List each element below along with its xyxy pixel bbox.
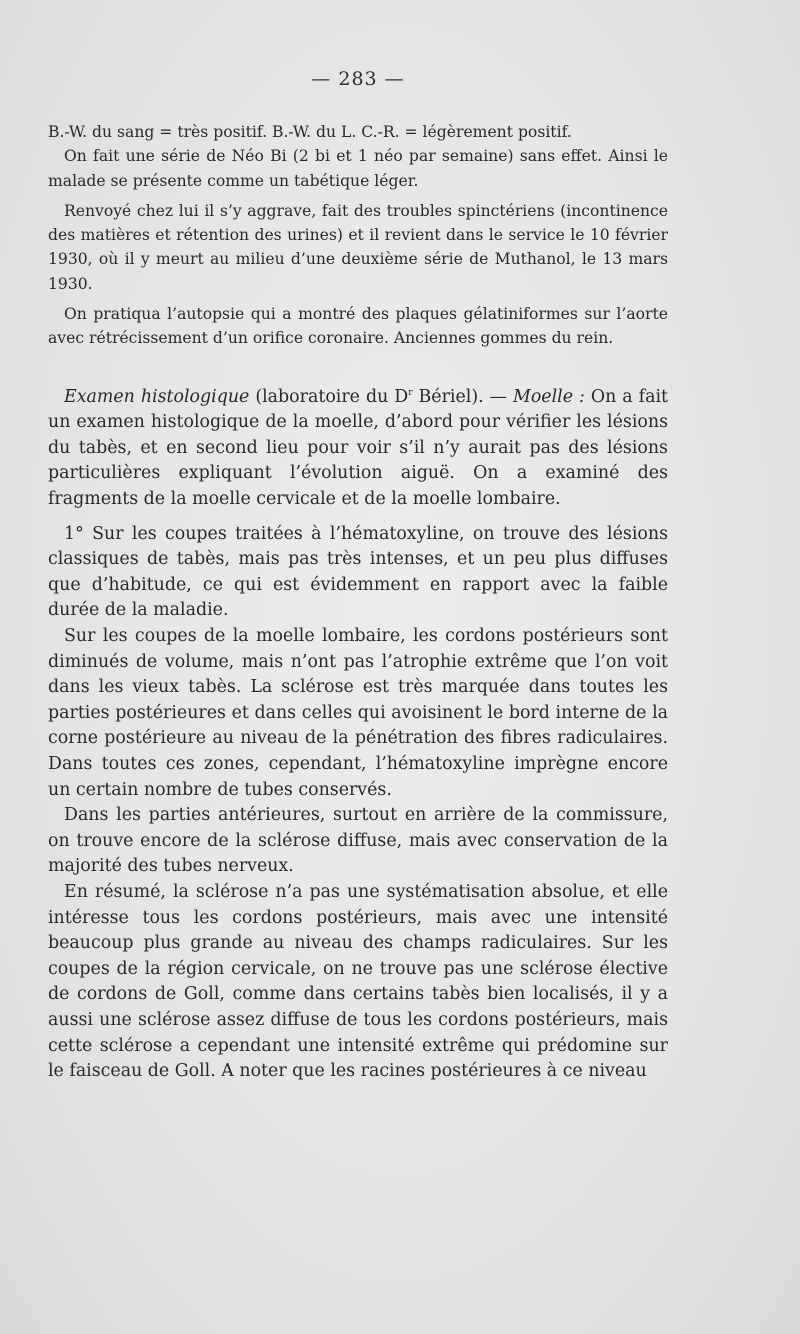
histology-intro-text: On a fait un examen histologique de la moelle, d’abord pour vérifier les lésions du tabès, et en second lieu pour voir s’il n’y aurait pas des lésions particulières expliquant l’évolution aiguë. On a examiné des fragments de la moelle cervicale et de la moelle lombaire. [48,386,669,510]
case-paragraph-3: Renvoyé chez lui il s’y aggrave, fait des troubles spinctériens (incontinence des matières et rétention des urines) et il revient dans le service le 10 février 1930, où il y meurt au milieu d’une deuxième série de Muthanol, le 13 mars 1930. [48,201,668,293]
moelle-label: Moelle : [513,386,585,407]
case-history [48,120,668,351]
lab-superscript: r [408,387,413,398]
body-paragraph-1: 1° Sur les coupes traitées à l’hématoxyline, on trouve des lésions classiques de tabès, mais pas très intenses, et un peu plus diffuses que d’habitude, ce qui est évidemment en rapport avec la faible durée de la maladie. [48,523,668,621]
body-paragraph-2: Sur les coupes de la moelle lombaire, les cordons postérieurs sont diminués de volume, mais n’ont pas l’atrophie extrême que l’on voit dans les vieux tabès. La sclérose est très marquée dans toutes les parties postérieures et dans celles qui avoisinent le bord interne de la corne postérieure au niveau de la pénétration des fibres radiculaires. Dans toutes ces zones, cependant, l’hématoxyline imprègne encore un certain nombre de tubes conservés. [48,626,668,800]
page-number: — 283 — [311,68,405,90]
lab-prefix: (laboratoire du D [249,386,409,407]
section-title: Examen histologique [64,386,250,407]
body-paragraph-3: Dans les parties antérieures, surtout en arrière de la commissure, on trouve encore de la sclérose diffuse, mais avec conservation de la majorité des tubes nerveux. [48,805,668,877]
lab-suffix: Bériel). — [412,386,514,407]
histology-intro-paragraph [48,385,668,513]
case-paragraph-2: On fait une série de Néo Bi (2 bi et 1 néo par semaine) sans effet. Ainsi le malade se présente comme un tabétique léger. [48,147,668,190]
case-paragraph-4: On pratiqua l’autopsie qui a montré des plaques gélatiniformes sur l’aorte avec rétrécissement d’un orifice coronaire. Anciennes gommes du rein. [48,305,668,348]
histology-section [48,385,668,1085]
body-paragraph-4: En résumé, la sclérose n’a pas une systématisation absolue, et elle intéresse tous les cordons postérieurs, mais avec une intensité beaucoup plus grande au niveau des champs radiculaires. Sur les coupes de la région cervicale, on ne trouve pas une sclérose élective de cordons de Goll, comme dans certains tabès bien localisés, il y a aussi une sclérose assez diffuse de tous les cordons postérieurs, mais cette sclérose a cependant une intensité extrême qui prédomine sur le faisceau de Goll. A noter que les racines postérieures à ce niveau [48,881,668,1082]
document-page [48,68,668,1085]
case-paragraph-1: B.-W. du sang = très positif. B.-W. du L. C.-R. = légèrement positif. [48,123,572,141]
